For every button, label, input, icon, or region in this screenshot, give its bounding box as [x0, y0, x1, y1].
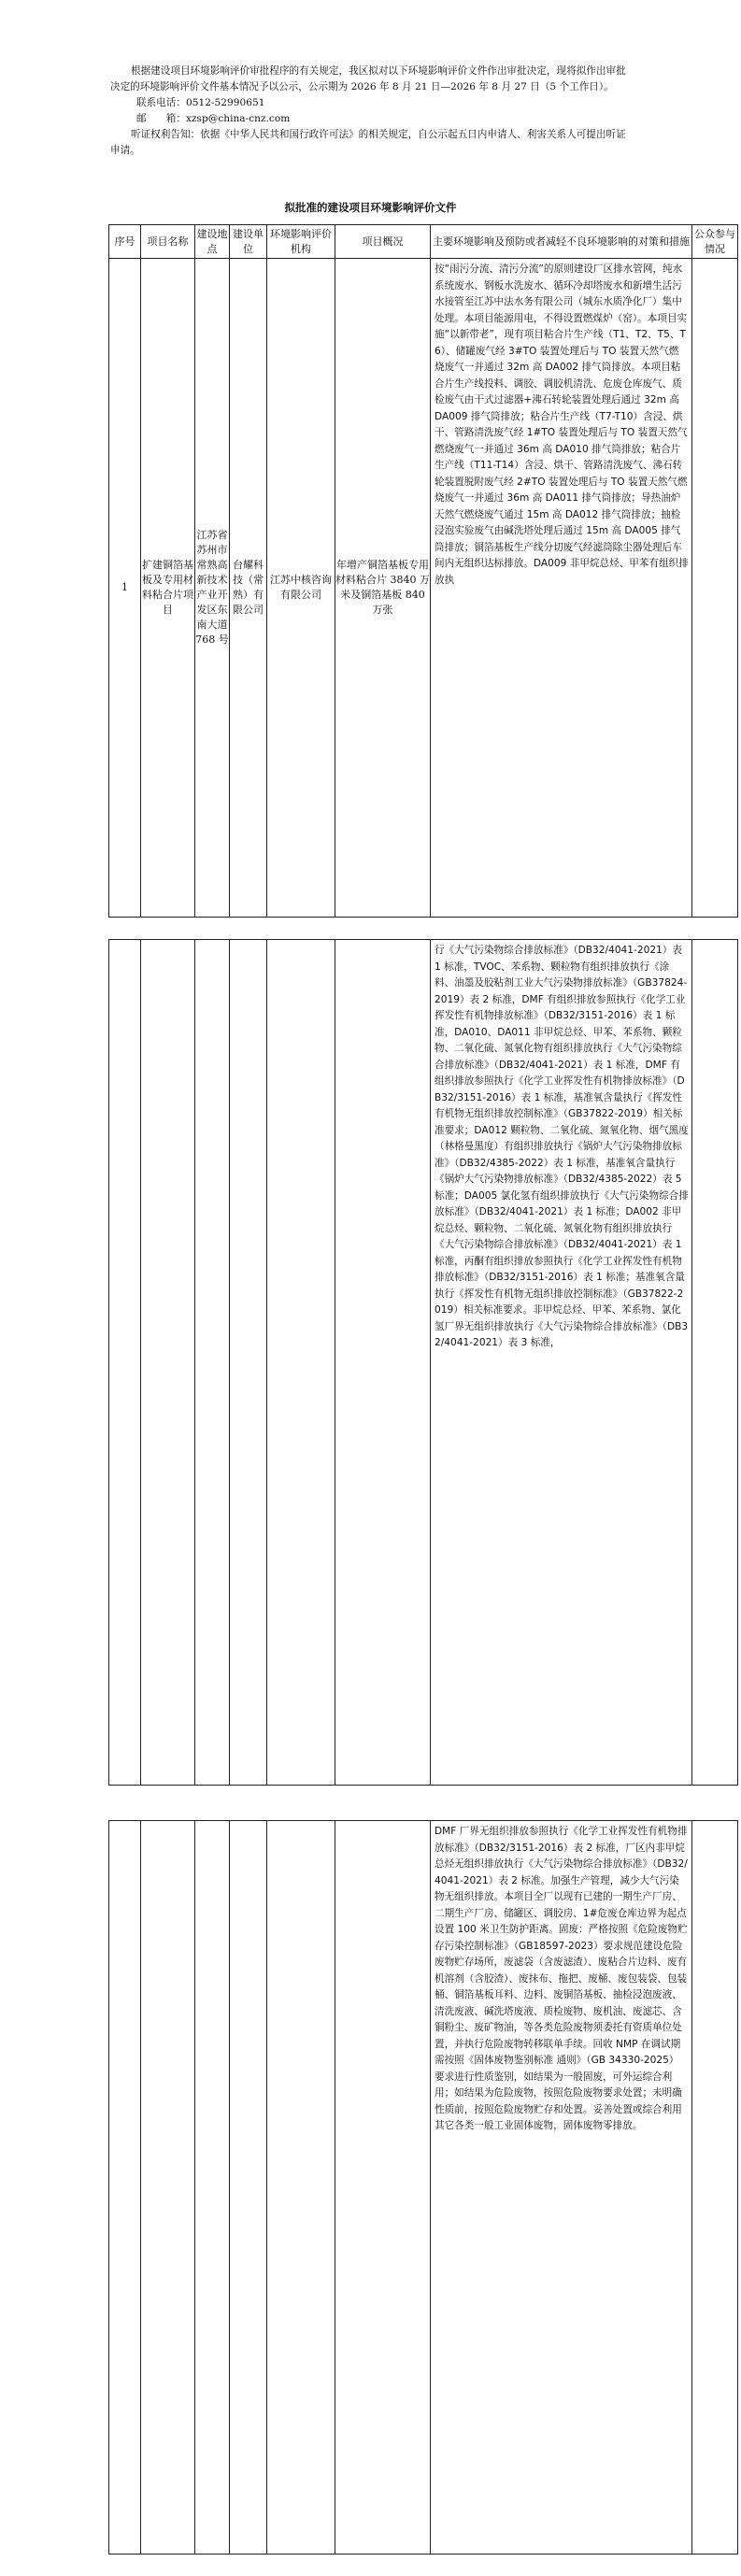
hearing-notice: 听证权利告知：依据《中华人民共和国行政许可法》的相关规定，自公示起五日内申请人、利害关系人可提出听证申请。 [110, 129, 626, 156]
row-unit: 台耀科技（常熟）有限公司 [230, 259, 267, 918]
email-label: 邮 箱： [136, 113, 186, 124]
header-overview: 项目概况 [335, 225, 431, 259]
header-unit: 建设单位 [230, 225, 267, 259]
header-num: 序号 [109, 225, 141, 259]
table-row-continued [109, 940, 738, 1786]
approval-table-page-1 [108, 224, 738, 918]
row-participation [692, 259, 738, 918]
row-measures-part-1: 按“雨污分流、清污分流”的原则建设厂区排水管网，纯水系统废水、钢板水洗废水、循环冷却塔废水和新增生活污水接管至江苏中法水务有限公司（城东水质净化厂）集中处理。本项目能源用电，不得设置燃煤炉（窑）。本项目实施“以新带老”，现有项目粘合片生产线（T1、T2、T5、T6）、储罐废气经 3#TO 装置处理后与 TO 装置天然气燃烧废气一并通过 32m 高 DA002 排气筒排放。本项目粘合片生产线投料、调胶、调胶机清洗、危废仓库废气、质检废气由干式过滤器+沸石转轮装置处理后通过 32m 高 DA009 排气筒排放；粘合片生产线（T7-T10）含浸、烘干、管路清洗废气经 1#TO 装置处理后与 TO 装置天然气燃烧废气一并通过 36m 高 DA010 排气筒排放；粘合片生产线（T11-T14）含浸、烘干、管路清洗废气、沸石转轮装置脱附废气经 2#TO 装置处理后与 TO 装置天然气燃烧废气一并通过 36m 高 DA011 排气筒排放；导热油炉天然气燃烧废气通过 15m 高 DA012 排气筒排放；抽检浸泡实验废气由碱洗塔处理后通过 15m 高 DA005 排气筒排放；铜箔基板生产线分切废气经滤筒除尘器处理后车间内无组织达标排放。DA009 非甲烷总烃、甲苯有组织排放执 [431, 259, 692, 918]
document-title: 拟批准的建设项目环境影响评价文件 [284, 201, 457, 214]
row-measures-part-2: 行《大气污染物综合排放标准》（DB32/4041-2021）表 1 标准，TVOC、苯系物、颗粒物有组织排放执行《涂料、油墨及胶粘剂工业大气污染物排放标准》（GB37824-2019）表 2 标准，DMF 有组织排放参照执行《化学工业挥发性有机物排放标准》（DB32/3151-2016）表 1 标准，DA010、DA011 非甲烷总烃、甲苯、苯系物、颗粒物、二氧化硫、氮氧化物有组织排放执行《大气污染物综合排放标准》（DB32/4041-2021）表 1 标准，DMF 有组织排放参照执行《化学工业挥发性有机物排放标准》（DB32/3151-2016）表 1 标准，基准氧含量执行《挥发性有机物无组织排放控制标准》（GB37822-2019）相关标准要求；DA012 颗粒物、二氧化硫、氮氧化物、烟气黑度（林格曼黑度）有组织排放执行《锅炉大气污染物排放标准》（DB32/4385-2022）表 1 标准，基准氧含量执行《锅炉大气污染物排放标准》（DB32/4385-2022）表 5 标准；DA005 氯化氢有组织排放执行《大气污染物综合排放标准》（DB32/4041-2021）表 1 标准；DA002 非甲烷总烃、颗粒物、二氧化硫、氮氧化物有组织排放执行《大气污染物综合排放标准》（DB32/4041-2021）表 1 标准，丙酮有组织排放参照执行《化学工业挥发性有机物排放标准》（DB32/3151-2016）表 1 标准；基准氧含量执行《挥发性有机物无组织排放控制标准》（GB37822-2019）相关标准要求。非甲烷总烃、甲苯、苯系物、氯化氢厂界无组织排放执行《大气污染物综合排放标准》（DB32/4041-2021）表 3 标准， [431, 940, 692, 1786]
header-measures: 主要环境影响及预防或者减轻不良环境影响的对策和措施 [431, 225, 692, 259]
contact-email [110, 111, 634, 127]
row-num: 1 [109, 259, 141, 918]
row-overview: 年增产铜箔基板专用材料粘合片 3840 万米及铜箔基板 840 万张 [335, 259, 431, 918]
intro-paragraph: 根据建设项目环境影响评价审批程序的有关规定，我区拟对以下环境影响评价文件作出审批决定，现将拟作出审批决定的环境影响评价文件基本情况予以公示，公示期为 2026 年 8 月 21 日—2026 年 8 月 27 日（5 个工作日）。 [110, 65, 626, 93]
header-name: 项目名称 [141, 225, 195, 259]
email-value: xzsp@china-cnz.com [185, 113, 291, 124]
row-measures-part-3: DMF 厂界无组织排放参照执行《化学工业挥发性有机物排放标准》（DB32/3151-2016）表 2 标准，厂区内非甲烷总烃无组织排放执行《大气污染物综合排放标准》（DB32/4041-2021）表 2 标准。加强生产管理，减少大气污染物无组织排放。本项目全厂以现有已建的一期生产厂房、二期生产厂房、储罐区、调胶房、1#危废仓库边界为起点设置 100 米卫生防护距离。固废：严格按照《危险废物贮存污染控制标准》（GB18597-2023）要求规范建设危险废物贮存场所，废滤袋（含废滤渣）、废粘合片边料、废有机溶剂（含胶渣）、废抹布、拖把、废桶、废包装袋、包装桶、铜箔基板耳料、边料、废铜箔基板、抽检浸泡废液、清洗废液、碱洗塔废液、质检废物、废机油、废滤芯、含铜粉尘、废矿物油，等各类危险废物须委托有资质单位处置，并执行危险废物转移联单手续。回收 NMP 在调试期需按照《固体废物鉴别标准 通则》（GB 34330-2025）要求进行性质鉴别，如结果为一般固废，可外运综合利用；如结果为危险废物，按照危险废物要求处置；未明确性质前，按照危险废物贮存和处置。妥善处置或综合利用其它各类一般工业固体废物，固体废物零排放。 [431, 1821, 692, 2555]
approval-table-page-3 [108, 1820, 738, 2555]
notice-intro [110, 64, 634, 159]
row-agency: 江苏中核咨询有限公司 [267, 259, 335, 918]
table-row-continued [109, 1821, 738, 2555]
row-location: 江苏省苏州市常熟高新技术产业开发区东南大道 768 号 [195, 259, 230, 918]
contact-phone: 联系电话：0512-52990651 [136, 97, 265, 108]
header-participation: 公众参与情况 [692, 225, 738, 259]
approval-table-page-2 [108, 939, 738, 1786]
header-agency: 环境影响评价机构 [267, 225, 335, 259]
table-header-row [109, 225, 738, 259]
table-row [109, 259, 738, 918]
header-location: 建设地点 [195, 225, 230, 259]
row-project-name: 扩建铜箔基板及专用材料粘合片项目 [141, 259, 195, 918]
